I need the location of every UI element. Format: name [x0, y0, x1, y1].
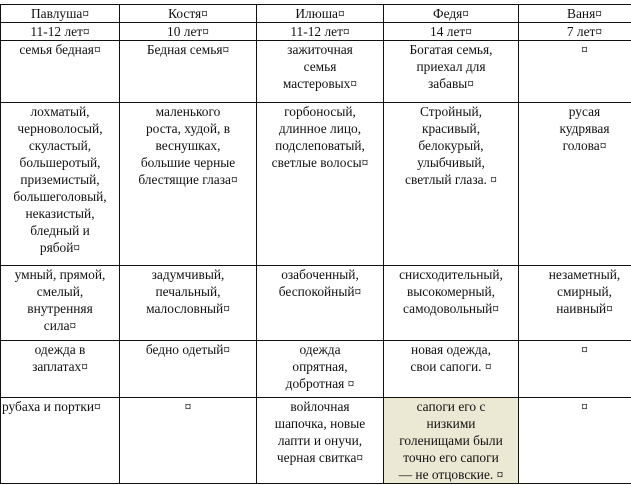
table-cell: незаметный, смирный, наивный¤: [519, 266, 631, 341]
table-cell: ¤: [120, 398, 257, 484]
header-cell: Костя¤: [120, 5, 257, 23]
table-cell: ¤: [519, 41, 631, 103]
table-cell: войлочная шапочка, новые лапти и онучи, черная свитка¤: [257, 398, 384, 484]
table-cell: озабоченный, беспокойный¤: [257, 266, 384, 341]
table-cell: 14 лет¤: [384, 23, 519, 41]
table-row: [1, 266, 631, 341]
table-cell: умный, прямой, смелый, внутренняя сила¤: [1, 266, 120, 341]
table-cell: 7 лет¤: [519, 23, 631, 41]
table-cell: новая одежда, свои сапоги. ¤: [384, 341, 519, 398]
table-cell: бедно одетый¤: [120, 341, 257, 398]
table-cell: ¤: [519, 398, 631, 484]
table-row: [1, 103, 631, 266]
highlighted-cell: сапоги его с низкими голенищами были точно его сапоги — не отцовские. ¤: [384, 398, 519, 484]
table-cell: Богатая семья, приехал для забавы¤: [384, 41, 519, 103]
table-cell: Бедная семья¤: [120, 41, 257, 103]
table-cell: семья бедная¤: [1, 41, 120, 103]
table-cell: одежда в заплатах¤: [1, 341, 120, 398]
table-cell: 11-12 лет¤: [1, 23, 120, 41]
table-cell: задумчивый, печальный, малословный¤: [120, 266, 257, 341]
characters-table: [0, 4, 631, 484]
header-row: [1, 5, 631, 23]
table-cell: Стройный, красивый, белокурый, улыбчивый, светлый глаза. ¤: [384, 103, 519, 266]
table-cell: 10 лет¤: [120, 23, 257, 41]
table-cell: ¤: [519, 341, 631, 398]
table-cell: снисходительный, высокомерный, самодовольный¤: [384, 266, 519, 341]
table-cell: русая кудрявая голова¤: [519, 103, 631, 266]
table-cell: горбоносый, длинное лицо, подслеповатый, светлые волосы¤: [257, 103, 384, 266]
header-cell: Ваня¤: [519, 5, 631, 23]
table-cell: маленького роста, худой, в веснушках, большие черные блестящие глаза¤: [120, 103, 257, 266]
table-cell: рубаха и портки¤: [1, 398, 120, 484]
header-cell: Федя¤: [384, 5, 519, 23]
table-row: [1, 41, 631, 103]
header-cell: Павлуша¤: [1, 5, 120, 23]
table-row: [1, 23, 631, 41]
table-row: [1, 341, 631, 398]
table-cell: лохматый, черноволосый, скуластый, большеротый, приземистый, большеголовый, неказистый, бледный и рябой¤: [1, 103, 120, 266]
table-row: [1, 398, 631, 484]
table-cell: зажиточная семья мастеровых¤: [257, 41, 384, 103]
table-cell: 11-12 лет¤: [257, 23, 384, 41]
header-cell: Илюша¤: [257, 5, 384, 23]
table-cell: одежда опрятная, добротная ¤: [257, 341, 384, 398]
